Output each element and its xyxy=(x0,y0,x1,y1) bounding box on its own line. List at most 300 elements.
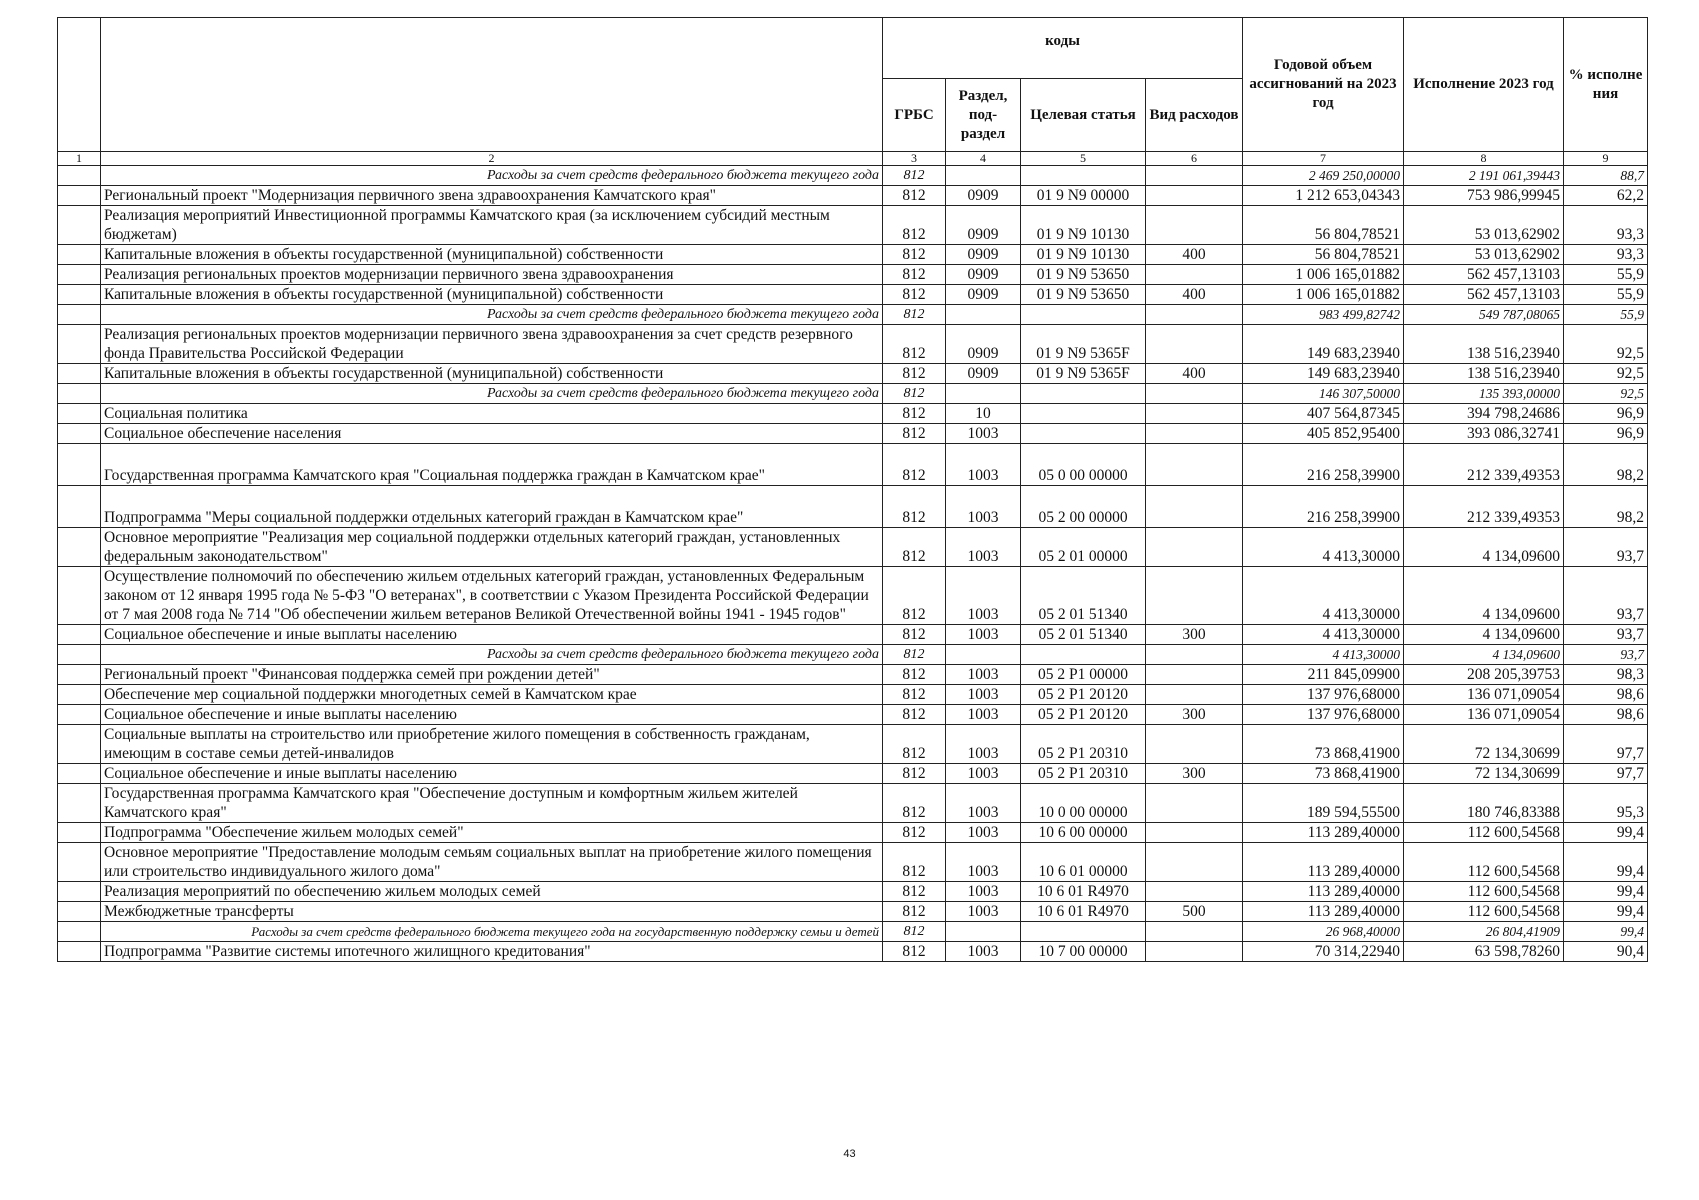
expense-type-cell xyxy=(1146,784,1243,823)
column-number: 5 xyxy=(1021,152,1146,166)
percent-cell: 55,9 xyxy=(1564,265,1648,285)
row-number-cell xyxy=(58,685,101,705)
percent-cell: 99,4 xyxy=(1564,902,1648,922)
target-article-cell: 01 9 N9 5365F xyxy=(1021,325,1146,364)
expense-name-cell: Капитальные вложения в объекты государственной (муниципальной) собственности xyxy=(101,364,883,384)
expense-type-cell xyxy=(1146,424,1243,444)
target-article-cell: 10 7 00 00000 xyxy=(1021,942,1146,962)
execution-cell: 212 339,49353 xyxy=(1404,444,1564,486)
row-number-cell xyxy=(58,823,101,843)
target-article-cell xyxy=(1021,166,1146,186)
section-cell: 1003 xyxy=(946,705,1021,725)
expense-type-cell: 400 xyxy=(1146,285,1243,305)
expense-name-cell: Расходы за счет средств федерального бюджета текущего года xyxy=(101,305,883,325)
percent-cell: 62,2 xyxy=(1564,186,1648,206)
expense-name-cell: Осуществление полномочий по обеспечению жильем отдельных категорий граждан, установленных Федеральным законом от 12 января 1995 года № 5-ФЗ "О ветеранах", в соответствии с Указом Президента Российской Федерации от 7 мая 2008 года № 714 "Об обеспечении жильем ветеранов Великой Отечественной войны 1941 - 1945 годов" xyxy=(101,567,883,625)
target-article-cell: 01 9 N9 53650 xyxy=(1021,265,1146,285)
target-article-cell: 05 2 01 51340 xyxy=(1021,625,1146,645)
section-cell: 0909 xyxy=(946,285,1021,305)
table-row xyxy=(58,665,1648,685)
expense-name-cell: Реализация мероприятий Инвестиционной программы Камчатского края (за исключением субсидий местным бюджетам) xyxy=(101,206,883,245)
row-number-cell xyxy=(58,384,101,404)
section-cell xyxy=(946,166,1021,186)
execution-cell: 136 071,09054 xyxy=(1404,705,1564,725)
grbs-cell: 812 xyxy=(883,444,946,486)
target-article-cell: 10 6 01 R4970 xyxy=(1021,902,1146,922)
table-row xyxy=(58,685,1648,705)
row-number-cell xyxy=(58,665,101,685)
execution-cell: 112 600,54568 xyxy=(1404,843,1564,882)
annual-volume-cell: 113 289,40000 xyxy=(1243,882,1404,902)
execution-cell: 4 134,09600 xyxy=(1404,567,1564,625)
expense-type-cell: 300 xyxy=(1146,705,1243,725)
row-number-cell xyxy=(58,645,101,665)
execution-cell: 208 205,39753 xyxy=(1404,665,1564,685)
grbs-cell: 812 xyxy=(883,725,946,764)
grbs-cell: 812 xyxy=(883,685,946,705)
expense-name-cell: Подпрограмма "Обеспечение жильем молодых семей" xyxy=(101,823,883,843)
row-number-cell xyxy=(58,444,101,486)
section-cell: 1003 xyxy=(946,843,1021,882)
target-article-cell: 10 6 00 00000 xyxy=(1021,823,1146,843)
annual-volume-cell: 216 258,39900 xyxy=(1243,486,1404,528)
column-number: 1 xyxy=(58,152,101,166)
target-article-cell: 05 2 P1 20120 xyxy=(1021,705,1146,725)
column-number-row xyxy=(58,152,1648,166)
execution-cell: 72 134,30699 xyxy=(1404,725,1564,764)
annual-volume-cell: 1 006 165,01882 xyxy=(1243,285,1404,305)
execution-cell: 212 339,49353 xyxy=(1404,486,1564,528)
annual-volume-cell: 405 852,95400 xyxy=(1243,424,1404,444)
row-number-cell xyxy=(58,764,101,784)
expense-type-cell xyxy=(1146,942,1243,962)
grbs-cell: 812 xyxy=(883,882,946,902)
annual-volume-cell: 56 804,78521 xyxy=(1243,245,1404,265)
execution-cell: 4 134,09600 xyxy=(1404,528,1564,567)
annual-volume-cell: 149 683,23940 xyxy=(1243,325,1404,364)
percent-cell: 95,3 xyxy=(1564,784,1648,823)
percent-cell: 99,4 xyxy=(1564,823,1648,843)
header-target-article: Целевая статья xyxy=(1021,79,1146,152)
percent-cell: 98,6 xyxy=(1564,685,1648,705)
percent-cell: 98,3 xyxy=(1564,665,1648,685)
table-row xyxy=(58,567,1648,625)
percent-cell: 93,3 xyxy=(1564,206,1648,245)
table-body xyxy=(58,166,1648,962)
target-article-cell: 05 2 P1 00000 xyxy=(1021,665,1146,685)
table-row xyxy=(58,942,1648,962)
grbs-cell: 812 xyxy=(883,424,946,444)
annual-volume-cell: 4 413,30000 xyxy=(1243,528,1404,567)
percent-cell: 98,2 xyxy=(1564,486,1648,528)
grbs-cell: 812 xyxy=(883,705,946,725)
table-row xyxy=(58,325,1648,364)
annual-volume-cell: 146 307,50000 xyxy=(1243,384,1404,404)
grbs-cell: 812 xyxy=(883,823,946,843)
row-number-cell xyxy=(58,942,101,962)
target-article-cell: 05 2 01 51340 xyxy=(1021,567,1146,625)
row-number-cell xyxy=(58,705,101,725)
execution-cell: 4 134,09600 xyxy=(1404,625,1564,645)
section-cell: 1003 xyxy=(946,685,1021,705)
expense-name-cell: Обеспечение мер социальной поддержки многодетных семей в Камчатском крае xyxy=(101,685,883,705)
target-article-cell: 01 9 N9 53650 xyxy=(1021,285,1146,305)
row-number-cell xyxy=(58,186,101,206)
section-cell: 1003 xyxy=(946,486,1021,528)
percent-cell: 88,7 xyxy=(1564,166,1648,186)
annual-volume-cell: 211 845,09900 xyxy=(1243,665,1404,685)
percent-cell: 93,3 xyxy=(1564,245,1648,265)
expense-type-cell: 400 xyxy=(1146,364,1243,384)
percent-cell: 55,9 xyxy=(1564,285,1648,305)
percent-cell: 55,9 xyxy=(1564,305,1648,325)
federal-budget-row xyxy=(58,645,1648,665)
section-cell: 1003 xyxy=(946,665,1021,685)
header-grbs: ГРБС xyxy=(883,79,946,152)
expense-name-cell: Реализация региональных проектов модернизации первичного звена здравоохранения за счет средств резервного фонда Правительства Российской Федерации xyxy=(101,325,883,364)
grbs-cell: 812 xyxy=(883,325,946,364)
percent-cell: 98,6 xyxy=(1564,705,1648,725)
section-cell: 0909 xyxy=(946,206,1021,245)
annual-volume-cell: 26 968,40000 xyxy=(1243,922,1404,942)
grbs-cell: 812 xyxy=(883,645,946,665)
annual-volume-cell: 216 258,39900 xyxy=(1243,444,1404,486)
percent-cell: 93,7 xyxy=(1564,567,1648,625)
expense-name-cell: Расходы за счет средств федерального бюджета текущего года xyxy=(101,384,883,404)
expense-type-cell xyxy=(1146,843,1243,882)
expense-name-cell: Социальные выплаты на строительство или приобретение жилого помещения в собственность гражданам, имеющим в составе семьи детей-инвалидов xyxy=(101,725,883,764)
percent-cell: 90,4 xyxy=(1564,942,1648,962)
execution-cell: 138 516,23940 xyxy=(1404,364,1564,384)
grbs-cell: 812 xyxy=(883,902,946,922)
execution-cell: 562 457,13103 xyxy=(1404,285,1564,305)
column-number: 7 xyxy=(1243,152,1404,166)
table-row xyxy=(58,882,1648,902)
percent-cell: 98,2 xyxy=(1564,444,1648,486)
row-number-cell xyxy=(58,843,101,882)
row-number-cell xyxy=(58,902,101,922)
percent-cell: 99,4 xyxy=(1564,843,1648,882)
expense-name-cell: Расходы за счет средств федерального бюджета текущего года xyxy=(101,166,883,186)
grbs-cell: 812 xyxy=(883,843,946,882)
table-row xyxy=(58,486,1648,528)
table-row xyxy=(58,285,1648,305)
federal-budget-row xyxy=(58,166,1648,186)
expense-name-cell: Подпрограмма "Развитие системы ипотечного жилищного кредитования" xyxy=(101,942,883,962)
execution-cell: 63 598,78260 xyxy=(1404,942,1564,962)
table-row xyxy=(58,404,1648,424)
execution-cell: 72 134,30699 xyxy=(1404,764,1564,784)
target-article-cell: 10 0 00 00000 xyxy=(1021,784,1146,823)
grbs-cell: 812 xyxy=(883,567,946,625)
section-cell: 1003 xyxy=(946,567,1021,625)
annual-volume-cell: 113 289,40000 xyxy=(1243,823,1404,843)
section-cell: 1003 xyxy=(946,882,1021,902)
annual-volume-cell: 189 594,55500 xyxy=(1243,784,1404,823)
row-number-cell xyxy=(58,567,101,625)
annual-volume-cell: 4 413,30000 xyxy=(1243,625,1404,645)
grbs-cell: 812 xyxy=(883,186,946,206)
header-section: Раздел, под- раздел xyxy=(946,79,1021,152)
target-article-cell: 05 2 01 00000 xyxy=(1021,528,1146,567)
execution-cell: 180 746,83388 xyxy=(1404,784,1564,823)
expense-name-cell: Региональный проект "Модернизация первичного звена здравоохранения Камчатского края" xyxy=(101,186,883,206)
target-article-cell xyxy=(1021,404,1146,424)
federal-budget-row xyxy=(58,305,1648,325)
annual-volume-cell: 1 006 165,01882 xyxy=(1243,265,1404,285)
grbs-cell: 812 xyxy=(883,528,946,567)
grbs-cell: 812 xyxy=(883,764,946,784)
execution-cell: 136 071,09054 xyxy=(1404,685,1564,705)
row-number-cell xyxy=(58,424,101,444)
execution-cell: 753 986,99945 xyxy=(1404,186,1564,206)
header-percent: % исполне ния xyxy=(1564,18,1648,152)
table-row xyxy=(58,784,1648,823)
percent-cell: 92,5 xyxy=(1564,364,1648,384)
target-article-cell: 05 0 00 00000 xyxy=(1021,444,1146,486)
row-number-cell xyxy=(58,625,101,645)
target-article-cell: 10 6 01 R4970 xyxy=(1021,882,1146,902)
header-annual-volume: Годовой объем ассигнований на 2023 год xyxy=(1243,18,1404,152)
section-cell: 1003 xyxy=(946,528,1021,567)
row-number-cell xyxy=(58,784,101,823)
expense-name-cell: Межбюджетные трансферты xyxy=(101,902,883,922)
annual-volume-cell: 113 289,40000 xyxy=(1243,902,1404,922)
execution-cell: 549 787,08065 xyxy=(1404,305,1564,325)
grbs-cell: 812 xyxy=(883,665,946,685)
header-execution: Исполнение 2023 год xyxy=(1404,18,1564,152)
expense-type-cell: 500 xyxy=(1146,902,1243,922)
percent-cell: 99,4 xyxy=(1564,882,1648,902)
expense-type-cell xyxy=(1146,486,1243,528)
annual-volume-cell: 4 413,30000 xyxy=(1243,567,1404,625)
target-article-cell: 05 2 00 00000 xyxy=(1021,486,1146,528)
annual-volume-cell: 73 868,41900 xyxy=(1243,764,1404,784)
expense-type-cell xyxy=(1146,665,1243,685)
expense-type-cell xyxy=(1146,325,1243,364)
expense-name-cell: Основное мероприятие "Реализация мер социальной поддержки отдельных категорий граждан, установленных федеральным законодательством" xyxy=(101,528,883,567)
row-number-cell xyxy=(58,206,101,245)
row-number-cell xyxy=(58,922,101,942)
grbs-cell: 812 xyxy=(883,625,946,645)
expense-name-cell: Расходы за счет средств федерального бюджета текущего года xyxy=(101,645,883,665)
expense-type-cell xyxy=(1146,305,1243,325)
percent-cell: 92,5 xyxy=(1564,325,1648,364)
grbs-cell: 812 xyxy=(883,364,946,384)
expense-name-cell: Государственная программа Камчатского края "Обеспечение доступным и комфортным жильем жителей Камчатского края" xyxy=(101,784,883,823)
target-article-cell xyxy=(1021,305,1146,325)
execution-cell: 135 393,00000 xyxy=(1404,384,1564,404)
federal-budget-row xyxy=(58,922,1648,942)
row-number-cell xyxy=(58,305,101,325)
target-article-cell xyxy=(1021,645,1146,665)
execution-cell: 138 516,23940 xyxy=(1404,325,1564,364)
percent-cell: 93,7 xyxy=(1564,528,1648,567)
section-cell: 0909 xyxy=(946,245,1021,265)
grbs-cell: 812 xyxy=(883,166,946,186)
section-cell: 1003 xyxy=(946,902,1021,922)
execution-cell: 394 798,24686 xyxy=(1404,404,1564,424)
header-rownum xyxy=(58,18,101,152)
target-article-cell: 01 9 N9 10130 xyxy=(1021,206,1146,245)
percent-cell: 96,9 xyxy=(1564,404,1648,424)
grbs-cell: 812 xyxy=(883,404,946,424)
expense-name-cell: Социальное обеспечение населения xyxy=(101,424,883,444)
execution-cell: 53 013,62902 xyxy=(1404,245,1564,265)
table-row xyxy=(58,725,1648,764)
header-name xyxy=(101,18,883,152)
execution-cell: 112 600,54568 xyxy=(1404,902,1564,922)
execution-cell: 2 191 061,39443 xyxy=(1404,166,1564,186)
annual-volume-cell: 407 564,87345 xyxy=(1243,404,1404,424)
target-article-cell: 01 9 N9 5365F xyxy=(1021,364,1146,384)
section-cell xyxy=(946,305,1021,325)
expense-name-cell: Основное мероприятие "Предоставление молодым семьям социальных выплат на приобретение жилого помещения или строительство индивидуального жилого дома" xyxy=(101,843,883,882)
grbs-cell: 812 xyxy=(883,245,946,265)
execution-cell: 393 086,32741 xyxy=(1404,424,1564,444)
percent-cell: 93,7 xyxy=(1564,645,1648,665)
grbs-cell: 812 xyxy=(883,486,946,528)
expense-type-cell: 300 xyxy=(1146,625,1243,645)
section-cell: 0909 xyxy=(946,364,1021,384)
row-number-cell xyxy=(58,285,101,305)
table-row xyxy=(58,186,1648,206)
expense-type-cell xyxy=(1146,823,1243,843)
expense-type-cell xyxy=(1146,444,1243,486)
target-article-cell: 10 6 01 00000 xyxy=(1021,843,1146,882)
section-cell: 1003 xyxy=(946,784,1021,823)
section-cell xyxy=(946,645,1021,665)
table-row xyxy=(58,625,1648,645)
expense-name-cell: Государственная программа Камчатского края "Социальная поддержка граждан в Камчатском крае" xyxy=(101,444,883,486)
table-row xyxy=(58,843,1648,882)
section-cell: 1003 xyxy=(946,725,1021,764)
expense-type-cell xyxy=(1146,645,1243,665)
target-article-cell xyxy=(1021,384,1146,404)
target-article-cell: 05 2 P1 20120 xyxy=(1021,685,1146,705)
grbs-cell: 812 xyxy=(883,384,946,404)
annual-volume-cell: 983 499,82742 xyxy=(1243,305,1404,325)
expense-type-cell xyxy=(1146,265,1243,285)
annual-volume-cell: 113 289,40000 xyxy=(1243,843,1404,882)
annual-volume-cell: 4 413,30000 xyxy=(1243,645,1404,665)
table-row xyxy=(58,206,1648,245)
expense-type-cell xyxy=(1146,922,1243,942)
section-cell: 1003 xyxy=(946,424,1021,444)
table-row xyxy=(58,764,1648,784)
column-number: 8 xyxy=(1404,152,1564,166)
table-row xyxy=(58,265,1648,285)
table-row xyxy=(58,245,1648,265)
expense-type-cell xyxy=(1146,882,1243,902)
section-cell: 10 xyxy=(946,404,1021,424)
percent-cell: 93,7 xyxy=(1564,625,1648,645)
column-number: 6 xyxy=(1146,152,1243,166)
expense-type-cell xyxy=(1146,685,1243,705)
section-cell: 1003 xyxy=(946,942,1021,962)
section-cell: 0909 xyxy=(946,265,1021,285)
annual-volume-cell: 70 314,22940 xyxy=(1243,942,1404,962)
section-cell xyxy=(946,922,1021,942)
expense-type-cell xyxy=(1146,725,1243,764)
annual-volume-cell: 149 683,23940 xyxy=(1243,364,1404,384)
table-row xyxy=(58,528,1648,567)
expense-type-cell xyxy=(1146,186,1243,206)
header-expense-type: Вид расходов xyxy=(1146,79,1243,152)
percent-cell: 97,7 xyxy=(1564,764,1648,784)
expense-type-cell xyxy=(1146,567,1243,625)
section-cell: 1003 xyxy=(946,625,1021,645)
annual-volume-cell: 56 804,78521 xyxy=(1243,206,1404,245)
column-number: 9 xyxy=(1564,152,1648,166)
expense-name-cell: Социальное обеспечение и иные выплаты населению xyxy=(101,625,883,645)
grbs-cell: 812 xyxy=(883,285,946,305)
annual-volume-cell: 73 868,41900 xyxy=(1243,725,1404,764)
expense-type-cell xyxy=(1146,384,1243,404)
target-article-cell xyxy=(1021,922,1146,942)
target-article-cell: 05 2 P1 20310 xyxy=(1021,764,1146,784)
percent-cell: 92,5 xyxy=(1564,384,1648,404)
column-number: 2 xyxy=(101,152,883,166)
table-row xyxy=(58,705,1648,725)
row-number-cell xyxy=(58,486,101,528)
expense-name-cell: Подпрограмма "Меры социальной поддержки отдельных категорий граждан в Камчатском крае" xyxy=(101,486,883,528)
expense-type-cell xyxy=(1146,166,1243,186)
expense-name-cell: Социальная политика xyxy=(101,404,883,424)
section-cell: 0909 xyxy=(946,325,1021,364)
column-number: 4 xyxy=(946,152,1021,166)
section-cell: 1003 xyxy=(946,444,1021,486)
budget-table xyxy=(57,17,1648,962)
expense-name-cell: Региональный проект "Финансовая поддержка семей при рождении детей" xyxy=(101,665,883,685)
execution-cell: 26 804,41909 xyxy=(1404,922,1564,942)
table-row xyxy=(58,424,1648,444)
expense-name-cell: Капитальные вложения в объекты государственной (муниципальной) собственности xyxy=(101,285,883,305)
expense-type-cell xyxy=(1146,206,1243,245)
expense-name-cell: Реализация региональных проектов модернизации первичного звена здравоохранения xyxy=(101,265,883,285)
row-number-cell xyxy=(58,325,101,364)
execution-cell: 53 013,62902 xyxy=(1404,206,1564,245)
row-number-cell xyxy=(58,882,101,902)
table-header xyxy=(58,18,1648,166)
table-row xyxy=(58,444,1648,486)
execution-cell: 562 457,13103 xyxy=(1404,265,1564,285)
section-cell xyxy=(946,384,1021,404)
target-article-cell xyxy=(1021,424,1146,444)
expense-name-cell: Социальное обеспечение и иные выплаты населению xyxy=(101,764,883,784)
section-cell: 0909 xyxy=(946,186,1021,206)
row-number-cell xyxy=(58,166,101,186)
expense-type-cell xyxy=(1146,404,1243,424)
execution-cell: 112 600,54568 xyxy=(1404,882,1564,902)
header-codes: коды xyxy=(883,18,1243,79)
target-article-cell: 01 9 N9 00000 xyxy=(1021,186,1146,206)
expense-name-cell: Расходы за счет средств федерального бюджета текущего года на государственную поддержку семьи и детей xyxy=(101,922,883,942)
row-number-cell xyxy=(58,245,101,265)
percent-cell: 97,7 xyxy=(1564,725,1648,764)
expense-name-cell: Капитальные вложения в объекты государственной (муниципальной) собственности xyxy=(101,245,883,265)
expense-type-cell: 300 xyxy=(1146,764,1243,784)
annual-volume-cell: 137 976,68000 xyxy=(1243,685,1404,705)
percent-cell: 96,9 xyxy=(1564,424,1648,444)
grbs-cell: 812 xyxy=(883,305,946,325)
grbs-cell: 812 xyxy=(883,784,946,823)
row-number-cell xyxy=(58,364,101,384)
annual-volume-cell: 137 976,68000 xyxy=(1243,705,1404,725)
section-cell: 1003 xyxy=(946,823,1021,843)
expense-name-cell: Реализация мероприятий по обеспечению жильем молодых семей xyxy=(101,882,883,902)
table-row xyxy=(58,902,1648,922)
